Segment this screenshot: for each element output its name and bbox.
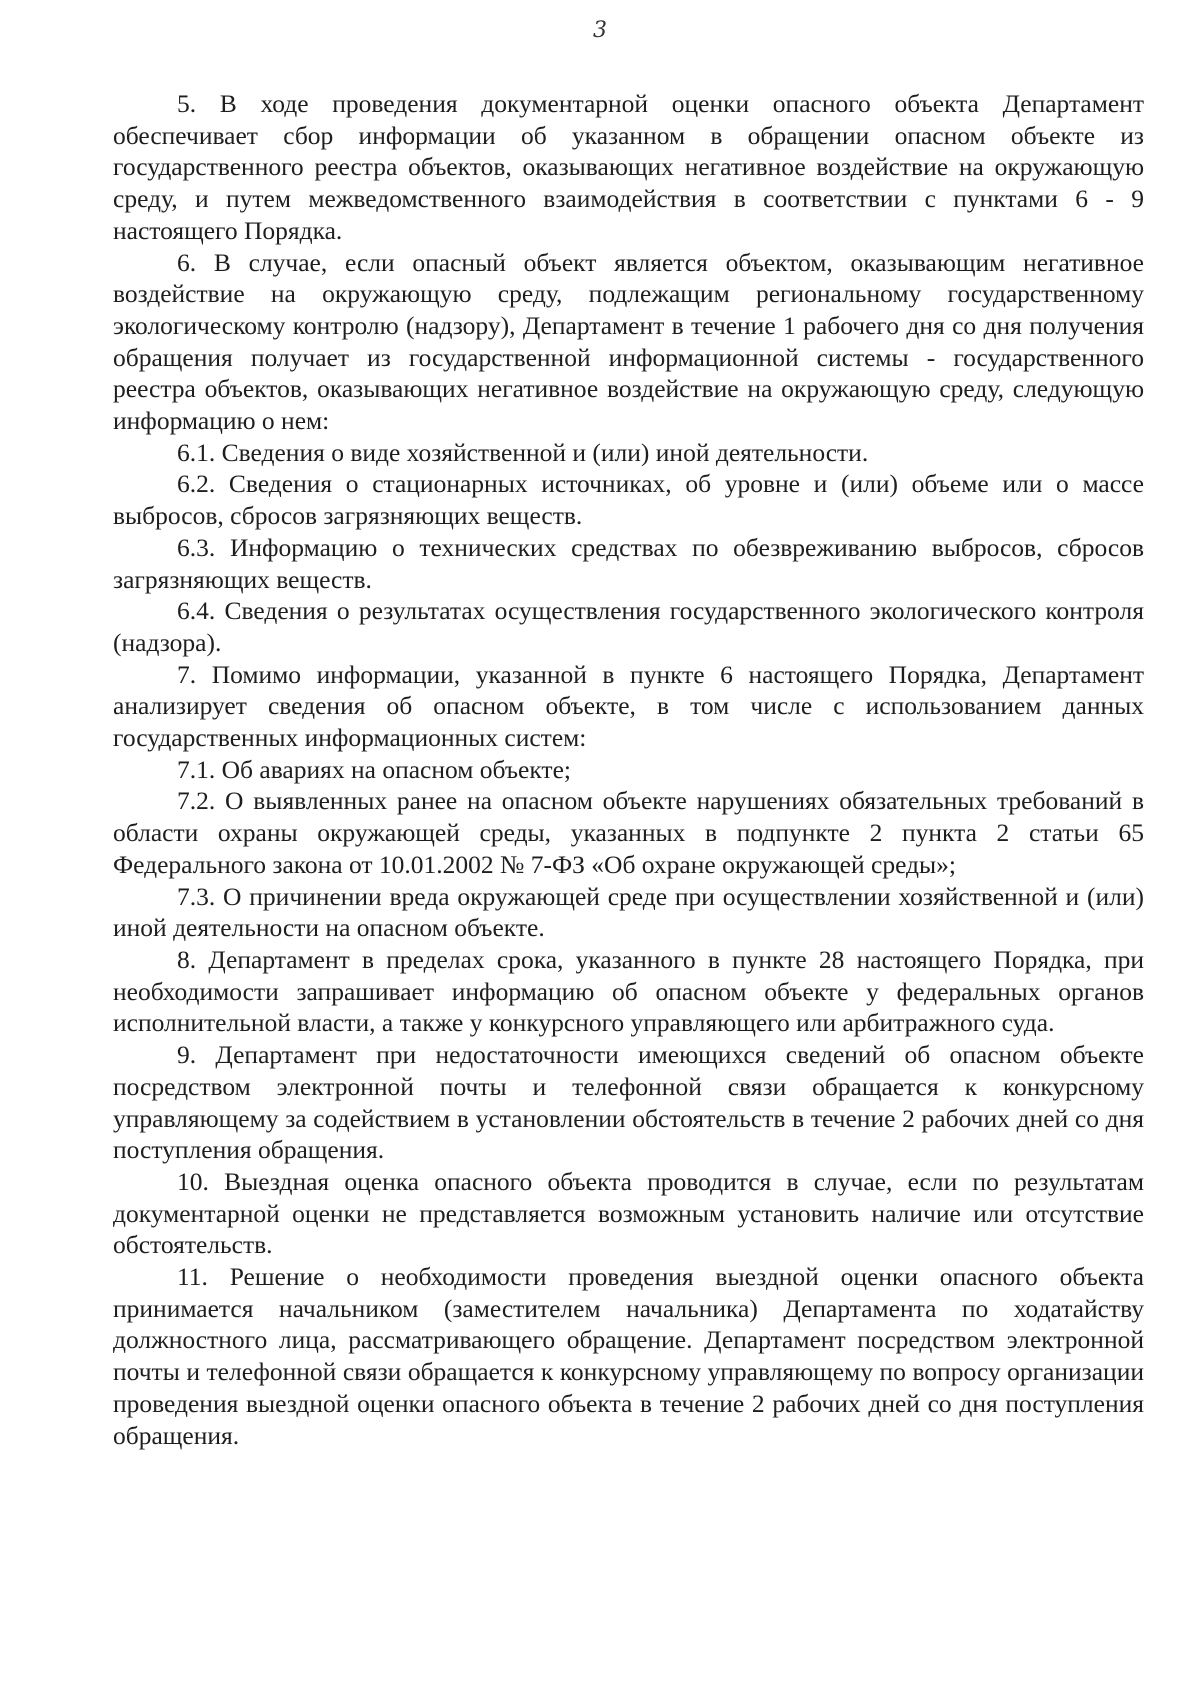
paragraph-6-4: 6.4. Сведения о результатах осуществления государственного экологического контроля (надзора). bbox=[113, 596, 1144, 657]
paragraph-5: 5. В ходе проведения документарной оценки опасного объекта Департамент обеспечивает сбор информации об указанном в обращении опасном объекте из государственного реестра объектов, оказывающих негативное воздействие на окружающую среду, и путем межведомственного взаимодействия в соответствии с пунктами 6 - 9 настоящего Порядка. bbox=[113, 89, 1144, 245]
paragraph-7-3: 7.3. О причинении вреда окружающей среде при осуществлении хозяйственной и (или) иной деятельности на опасном объекте. bbox=[113, 881, 1144, 943]
paragraph-6-1: 6.1. Сведения о виде хозяйственной и (или) иной деятельности. bbox=[177, 437, 869, 467]
paragraph-9: 9. Департамент при недостаточности имеющихся сведений об опасном объекте посредством электронной почты и телефонной связи обращается к конкурсному управляющему за содействием в установлении обстоятельств в течение 2 рабочих дней со дня поступления обращения. bbox=[113, 1040, 1144, 1165]
paragraph-8: 8. Департамент в пределах срока, указанного в пункте 28 настоящего Порядка, при необходимости запрашивает информацию об опасном объекте у федеральных органов исполнительной власти, а также у конкурсного управляющего или арбитражного суда. bbox=[113, 944, 1144, 1038]
paragraph-6-3: 6.3. Информацию о технических средствах по обезвреживанию выбросов, сбросов загрязняющих веществ. bbox=[113, 532, 1144, 594]
paragraph-6-2: 6.2. Сведения о стационарных источниках, об уровне и (или) объеме или о массе выбросов, сбросов загрязняющих веществ. bbox=[113, 469, 1144, 531]
document-body bbox=[113, 88, 1144, 1451]
paragraph-7-1: 7.1. Об авариях на опасном объекте; bbox=[177, 754, 571, 784]
paragraph-7-2: 7.2. О выявленных ранее на опасном объекте нарушениях обязательных требований в области охраны окружающей среды, указанных в подпункте 2 пункта 2 статьи 65 Федерального закона от 10.01.2002 № 7-ФЗ «Об охране окружающей среды»; bbox=[113, 786, 1144, 879]
paragraph-6: 6. В случае, если опасный объект является объектом, оказывающим негативное воздействие на окружающую среду, подлежащим региональному государственному экологическому контролю (надзору), Департамент в течение 1 рабочего дня со дня получения обращения получает из государственной информационной системы - государственного реестра объектов, оказывающих негативное воздействие на окружающую среду, следующую информацию о нем: bbox=[113, 247, 1144, 436]
paragraph-7: 7. Помимо информации, указанной в пункте 6 настоящего Порядка, Департамент анализирует сведения об опасном объекте, в том числе с использованием данных государственных информационных систем: bbox=[113, 659, 1144, 753]
paragraph-10: 10. Выездная оценка опасного объекта проводится в случае, если по результатам документарной оценки не представляется возможным установить наличие или отсутствие обстоятельств. bbox=[113, 1166, 1144, 1260]
page-number: 3 bbox=[593, 18, 607, 43]
paragraph-11: 11. Решение о необходимости проведения выездной оценки опасного объекта принимается начальником (заместителем начальника) Департамента по ходатайству должностного лица, рассматривающего обращение. Департамент посредством электронной почты и телефонной связи обращается к конкурсному управляющему по вопросу организации проведения выездной оценки опасного объекта в течение 2 рабочих дней со дня поступления обращения. bbox=[113, 1262, 1144, 1450]
